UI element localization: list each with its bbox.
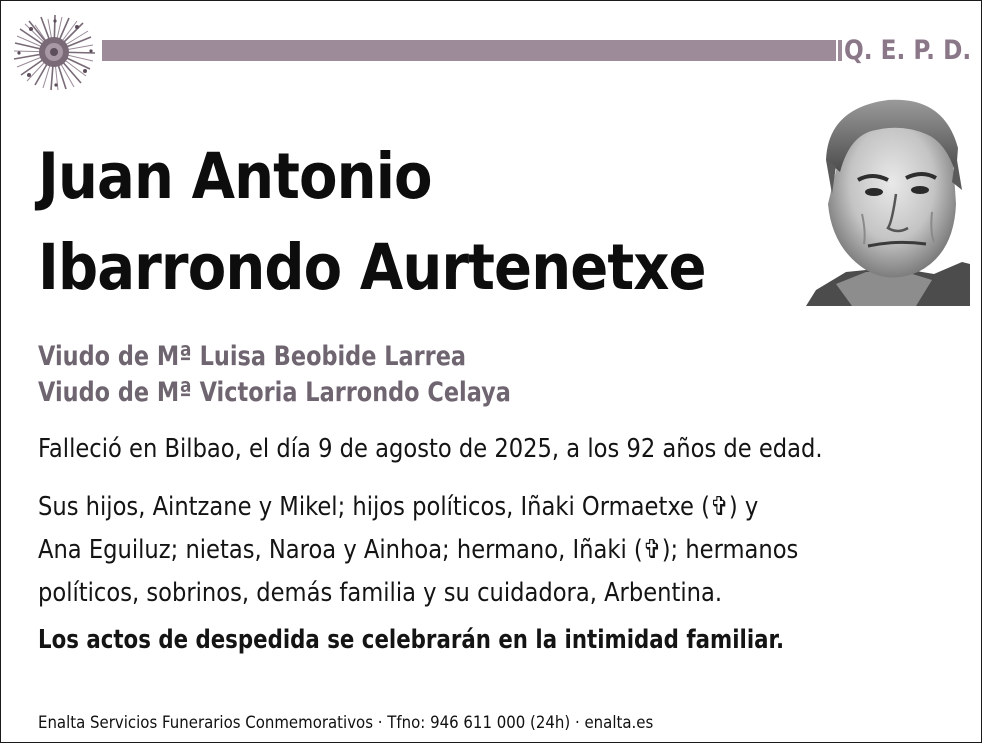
footer-credit: Enalta Servicios Funerarios Conmemorativos · Tfno: 946 611 000 (24h) · enalta.es [38, 713, 654, 733]
family-list [38, 486, 798, 615]
closing-statement: Los actos de despedida se celebrarán en la intimidad familiar. [38, 625, 785, 655]
deceased-name [38, 131, 706, 313]
header-rule [102, 40, 836, 61]
family-line: políticos, sobrinos, demás familia y su cuidadora, Arbentina. [38, 578, 723, 608]
spouses-block [38, 339, 511, 411]
death-notice: Falleció en Bilbao, el día 9 de agosto de 2025, a los 92 años de edad. [38, 434, 823, 464]
qepd-label: Q. E. P. D. [844, 35, 972, 66]
thistle-flower-icon [11, 13, 97, 91]
deceased-name-line-1: Juan Antonio [38, 140, 432, 213]
header-rule-end [838, 40, 842, 61]
deceased-name-line-2: Ibarrondo Aurtenetxe [38, 231, 706, 304]
spouse-line: Viudo de Mª Luisa Beobide Larrea [38, 341, 467, 372]
family-line: Ana Eguiluz; nietas, Naroa y Ainhoa; hermano, Iñaki (✞); hermanos [38, 535, 799, 565]
spouse-line: Viudo de Mª Victoria Larrondo Celaya [38, 377, 511, 408]
family-line: Sus hijos, Aintzane y Mikel; hijos políticos, Iñaki Ormaetxe (✞) y [38, 492, 759, 522]
portrait-photo [806, 94, 970, 306]
